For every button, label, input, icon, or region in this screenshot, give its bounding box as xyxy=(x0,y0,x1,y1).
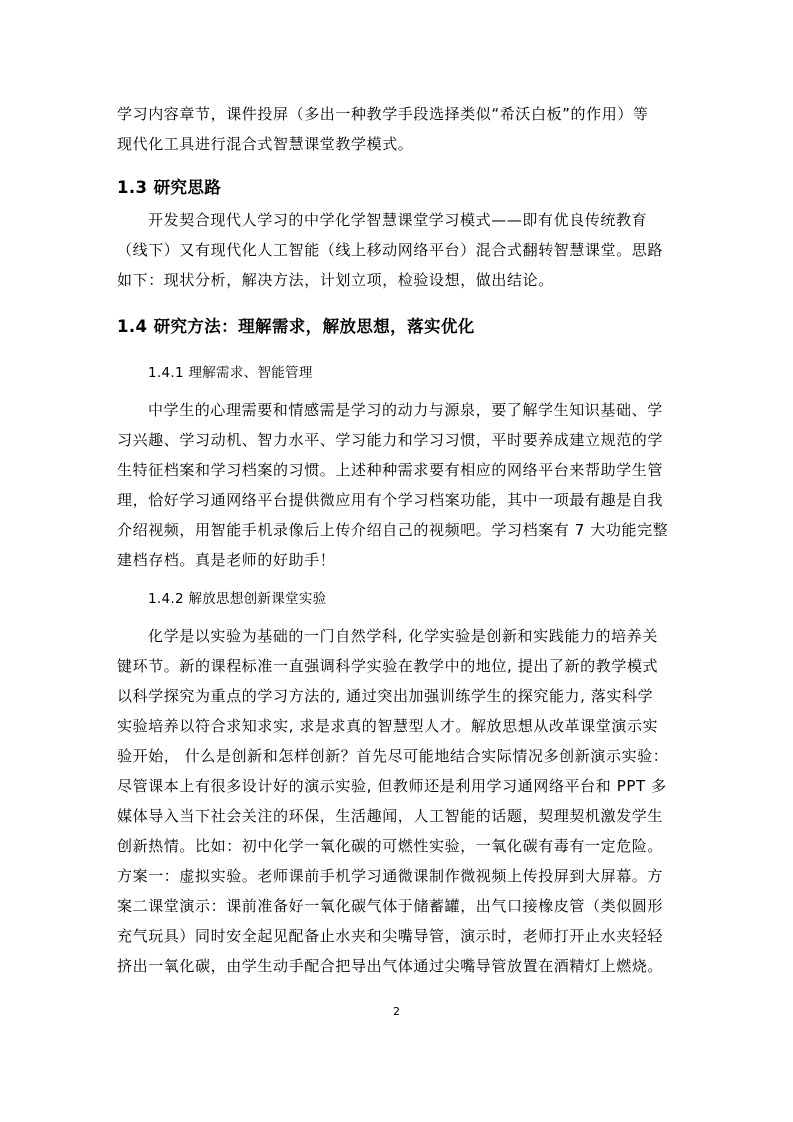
paragraph-line: 现代化工具进行混合式智慧课堂教学模式。 xyxy=(117,135,414,153)
subsection-heading-1-4-2: 1.4.2 解放思想创新课堂实验 xyxy=(148,591,327,607)
paragraph-line: 化学是以实验为基础的一门自然学科, 化学实验是创新和实践能力的培养关 xyxy=(148,627,658,645)
paragraph-line: （线下）又有现代化人工智能（线上移动网络平台）混合式翻转智慧课堂。思路 xyxy=(117,241,664,259)
section-heading-1-3: 1.3 研究思路 xyxy=(117,178,222,197)
paragraph-line: 验开始， 什么是创新和怎样创新？首先尽可能地结合实际情况多创新演示实验： xyxy=(117,747,669,765)
paragraph-line: 生特征档案和学习档案的习惯。上述种种需求要有相应的网络平台来帮助学生管 xyxy=(117,461,664,479)
page-number: 2 xyxy=(393,1005,400,1018)
section-heading-1-4: 1.4 研究方法：理解需求，解放思想，落实优化 xyxy=(117,317,475,336)
paragraph-line: 开发契合现代人学习的中学化学智慧课堂学习模式——即有优良传统教育 xyxy=(148,211,648,229)
paragraph-line: 创新热情。比如：初中化学一氧化碳的可燃性实验，一氧化碳有毒有一定危险。 xyxy=(117,837,664,855)
paragraph-line: 充气玩具）同时安全起见配备止水夹和尖嘴导管，演示时，老师打开止水夹轻轻 xyxy=(117,927,664,945)
paragraph-line: 案二课堂演示：课前准备好一氧化碳气体于储蓄罐，出气口接橡皮管（类似圆形 xyxy=(117,897,664,915)
subsection-heading-1-4-1: 1.4.1 理解需求、智能管理 xyxy=(148,365,313,381)
paragraph-line: 理，恰好学习通网络平台提供微应用有个学习档案功能，其中一项最有趣是自我 xyxy=(117,491,664,509)
paragraph-line: 学习内容章节，课件投屏（多出一种教学手段选择类似“希沃白板”的作用）等 xyxy=(117,105,649,123)
paragraph-line: 中学生的心理需要和情感需是学习的动力与源泉，要了解学生知识基础、学 xyxy=(148,401,663,419)
paragraph-line: 挤出一氧化碳，由学生动手配合把导出气体通过尖嘴导管放置在酒精灯上燃烧。 xyxy=(117,957,664,975)
paragraph-line: 介绍视频，用智能手机录像后上传介绍自己的视频吧。学习档案有 7 大功能完整 xyxy=(117,521,669,539)
paragraph-line: 如下：现状分析，解决方法，计划立项，检验设想，做出结论。 xyxy=(117,271,554,289)
paragraph-line: 键环节。新的课程标准一直强调科学实验在教学中的地位, 提出了新的教学模式 xyxy=(117,657,659,675)
paragraph-line: 建档存档。真是老师的好助手！ xyxy=(117,551,336,569)
paragraph-line: 尽管课本上有很多设计好的演示实验, 但教师还是利用学习通网络平台和 PPT 多 xyxy=(117,777,667,795)
paragraph-line: 实验培养以符合求知求实, 求是求真的智慧型人才。解放思想从改革课堂演示实 xyxy=(117,717,659,735)
paragraph-line: 媒体导入当下社会关注的环保，生活趣闻，人工智能的话题，契理契机激发学生 xyxy=(117,807,664,825)
paragraph-line: 以科学探究为重点的学习方法的, 通过突出加强训练学生的探究能力, 落实科学 xyxy=(117,687,654,705)
paragraph-line: 习兴趣、学习动机、智力水平、学习能力和学习习惯，平时要养成建立规范的学 xyxy=(117,431,664,449)
paragraph-line: 方案一：虚拟实验。老师课前手机学习通微课制作微视频上传投屏到大屏幕。方 xyxy=(117,867,664,885)
